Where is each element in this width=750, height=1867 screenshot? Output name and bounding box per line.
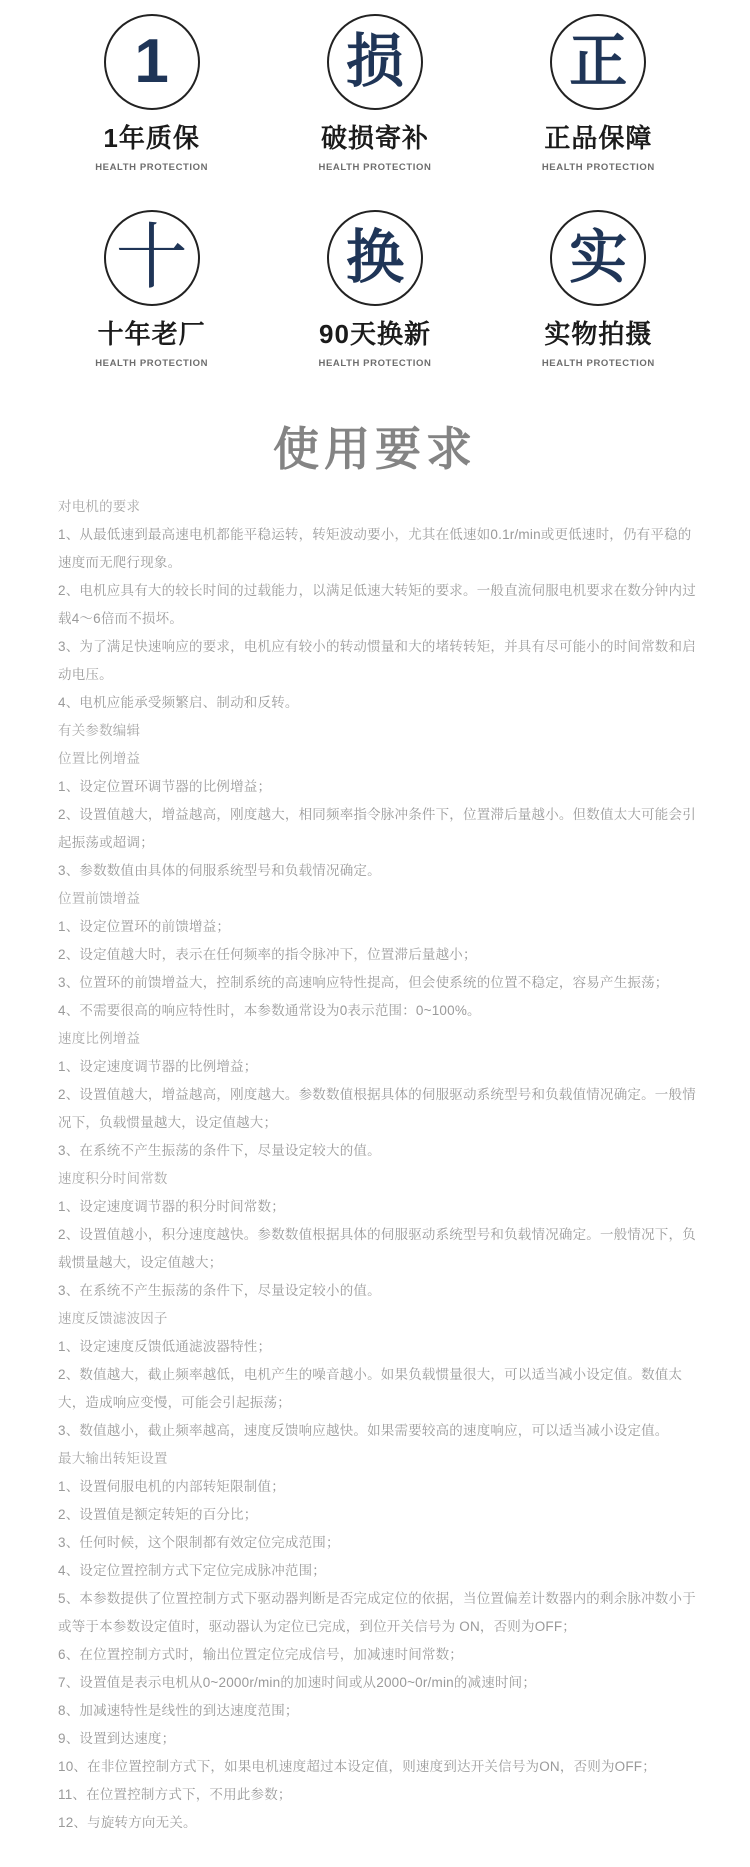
service-badge xyxy=(40,210,263,406)
body-line: 9、设置到达速度； xyxy=(58,1730,176,1746)
badge-title: 破损寄补 xyxy=(320,123,429,153)
body-line: 1、设置伺服电机的内部转矩限制值； xyxy=(58,1478,285,1494)
replace-circle-icon xyxy=(327,210,423,306)
badge-title: 十年老厂 xyxy=(97,319,206,349)
body-line: 2、设置值越大，增益越高，刚度越大。参数数值根据具体的伺服驱动系统型号和负载值情况确定。一般情况下，负载惯量越大，设定值越大； xyxy=(58,1086,696,1130)
badge-subtitle: HEALTH PROTECTION xyxy=(95,161,209,173)
body-line: 速度反馈滤波因子 xyxy=(58,1310,168,1326)
badge-subtitle: HEALTH PROTECTION xyxy=(318,357,432,369)
damage-circle-icon xyxy=(327,14,423,110)
body-line: 4、不需要很高的响应特性时，本参数通常设为0表示范围：0~100%。 xyxy=(58,1002,481,1018)
badge-glyph: 损 xyxy=(345,29,404,94)
body-line: 速度比例增益 xyxy=(58,1030,141,1046)
body-line: 8、加减速特性是线性的到达速度范围； xyxy=(58,1702,299,1718)
body-line: 2、设置值越大，增益越高，刚度越大，相同频率指令脉冲条件下，位置滞后量越小。但数值太大可能会引起振荡或超调； xyxy=(58,806,696,850)
badge-subtitle: HEALTH PROTECTION xyxy=(541,357,655,369)
body-line: 3、为了满足快速响应的要求，电机应有较小的转动惯量和大的堵转转矩，并具有尽可能小的时间常数和启动电压。 xyxy=(58,638,696,682)
badge-glyph: 实 xyxy=(569,225,628,290)
service-badge xyxy=(40,14,263,210)
body-line: 有关参数编辑 xyxy=(58,722,141,738)
body-line: 5、本参数提供了位置控制方式下驱动器判断是否完成定位的依据，当位置偏差计数器内的剩余脉冲数小于或等于本参数设定值时，驱动器认为定位已完成，到位开关信号为 ON，否则为OFF； xyxy=(58,1590,696,1634)
number-one-circle-icon xyxy=(104,14,200,110)
body-line: 4、电机应能承受频繁启、制动和反转。 xyxy=(58,694,299,710)
page-title: 使用要求 xyxy=(273,423,477,475)
body-line: 最大输出转矩设置 xyxy=(58,1450,168,1466)
badge-title: 1年质保 xyxy=(103,123,200,153)
body-line: 位置前馈增益 xyxy=(58,890,141,906)
badge-glyph: 正 xyxy=(569,29,628,94)
badge-subtitle: HEALTH PROTECTION xyxy=(541,161,655,173)
body-line: 12、与旋转方向无关。 xyxy=(58,1814,197,1830)
body-line: 1、设定速度调节器的积分时间常数； xyxy=(58,1198,285,1214)
body-line: 3、在系统不产生振荡的条件下，尽量设定较大的值。 xyxy=(58,1142,381,1158)
body-line: 2、电机应具有大的较长时间的过载能力，以满足低速大转矩的要求。一般直流伺服电机要求在数分钟内过载4～6倍而不损坏。 xyxy=(58,582,696,626)
body-line: 1、设定速度调节器的比例增益； xyxy=(58,1058,258,1074)
service-badge xyxy=(487,14,710,210)
body-line: 3、参数数值由具体的伺服系统型号和负载情况确定。 xyxy=(58,862,381,878)
badge-glyph: 1 xyxy=(134,27,169,96)
body-line: 2、数值越大，截止频率越低，电机产生的噪音越小。如果负载惯量很大，可以适当减小设定值。数值太大，造成响应变慢，可能会引起振荡； xyxy=(58,1366,683,1410)
badge-title: 实物拍摄 xyxy=(544,319,653,349)
body-line: 1、设定位置环的前馈增益； xyxy=(58,918,231,934)
badge-title: 90天换新 xyxy=(319,319,431,349)
genuine-circle-icon xyxy=(550,14,646,110)
usage-requirements-text xyxy=(0,493,750,1867)
service-badge xyxy=(487,210,710,406)
service-badge xyxy=(263,210,486,406)
service-badge-grid xyxy=(0,0,750,410)
body-line: 速度积分时间常数 xyxy=(58,1170,168,1186)
body-line: 7、设置值是表示电机从0~2000r/min的加速时间或从2000~0r/min的减速时间； xyxy=(58,1674,537,1690)
body-line: 1、设定位置环调节器的比例增益； xyxy=(58,778,272,794)
badge-glyph: 十 xyxy=(115,218,188,298)
body-line: 6、在位置控制方式时，输出位置定位完成信号，加减速时间常数； xyxy=(58,1646,464,1662)
body-line: 位置比例增益 xyxy=(58,750,141,766)
body-line: 2、设置值越小，积分速度越快。参数数值根据具体的伺服驱动系统型号和负载情况确定。一般情况下，负载惯量越大，设定值越大； xyxy=(58,1226,696,1270)
body-line: 3、数值越小，截止频率越高，速度反馈响应越快。如果需要较高的速度响应，可以适当减小设定值。 xyxy=(58,1422,669,1438)
service-badge xyxy=(263,14,486,210)
body-line: 10、在非位置控制方式下，如果电机速度超过本设定值，则速度到达开关信号为ON，否则为OFF； xyxy=(58,1758,656,1774)
badge-subtitle: HEALTH PROTECTION xyxy=(95,357,209,369)
body-line: 2、设置值是额定转矩的百分比； xyxy=(58,1506,258,1522)
real-photo-circle-icon xyxy=(550,210,646,306)
body-line: 11、在位置控制方式下，不用此参数； xyxy=(58,1786,292,1802)
badge-subtitle: HEALTH PROTECTION xyxy=(318,161,432,173)
badge-title: 正品保障 xyxy=(544,123,653,153)
ten-years-circle-icon xyxy=(104,210,200,306)
body-line: 1、设定速度反馈低通滤波器特性； xyxy=(58,1338,272,1354)
body-line: 2、设定值越大时，表示在任何频率的指令脉冲下，位置滞后量越小； xyxy=(58,946,477,962)
body-line: 4、设定位置控制方式下定位完成脉冲范围； xyxy=(58,1562,327,1578)
body-line: 3、任何时候，这个限制都有效定位完成范围； xyxy=(58,1534,340,1550)
body-line: 1、从最低速到最高速电机都能平稳运转，转矩波动要小，尤其在低速如0.1r/min或更低速时，仍有平稳的速度而无爬行现象。 xyxy=(58,526,692,570)
body-line: 对电机的要求 xyxy=(58,498,141,514)
body-line: 3、在系统不产生振荡的条件下，尽量设定较小的值。 xyxy=(58,1282,381,1298)
badge-glyph: 换 xyxy=(345,225,404,290)
body-line: 3、位置环的前馈增益大，控制系统的高速响应特性提高，但会使系统的位置不稳定，容易产生振荡； xyxy=(58,974,669,990)
